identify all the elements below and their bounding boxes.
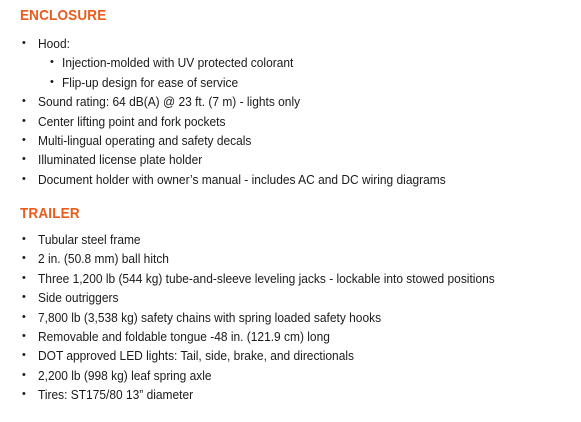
list-item-text: Injection-molded with UV protected colorant [62,55,294,71]
bullet-icon: • [22,310,26,323]
list-item-text: Illuminated license plate holder [38,152,203,168]
list-item-text: Multi-lingual operating and safety decals [38,132,252,148]
bullet-icon: • [22,233,26,245]
list-item-text: 2,200 lb (998 kg) leaf spring axle [38,367,212,383]
bullet-icon: • [22,37,26,49]
bullet-icon: • [50,56,54,69]
list-item [0,150,581,169]
list-item-text: Three 1,200 lb (544 kg) tube-and-sleeve leveling jacks - lockable into stowed positions [38,270,495,286]
list-item-text: Hood: [38,36,70,51]
bullet-icon: • [22,133,26,146]
bullet-icon: • [22,114,26,127]
list-item [0,327,581,346]
list-item-text: Document holder with owner’s manual - includes AC and DC wiring diagrams [38,171,446,187]
list-item-text: Removable and foldable tongue -48 in. (121.9 cm) long [38,328,330,344]
list-item-text: Flip-up design for ease of service [62,74,239,90]
enclosure-list [0,34,581,189]
list-item-text: Tires: ST175/80 13” diameter [38,387,194,403]
list-item [0,170,581,189]
trailer-list [0,230,581,405]
list-item [0,308,581,327]
list-item-text: DOT approved LED lights: Tail, side, brake, and directionals [38,348,355,364]
list-item [0,288,581,307]
bullet-icon: • [22,329,26,342]
bullet-icon: • [22,368,26,381]
list-item [0,366,581,385]
list-item [0,385,581,404]
list-item [0,92,581,111]
bullet-icon: • [22,252,26,265]
enclosure-heading: ENCLOSURE [20,7,107,24]
list-item [0,34,581,53]
bullet-icon: • [22,172,26,185]
list-item [0,269,581,288]
list-item-text: Center lifting point and fork pockets [38,113,226,129]
list-item [0,112,581,131]
list-item-text: 2 in. (50.8 mm) ball hitch [38,251,169,267]
list-item-text: 7,800 lb (3,538 kg) safety chains with spring loaded safety hooks [38,309,382,325]
list-item [0,73,581,92]
bullet-icon: • [50,75,54,88]
bullet-icon: • [22,388,26,401]
list-item-text: Tubular steel frame [38,232,141,247]
bullet-icon: • [22,349,26,362]
list-item-text: Side outriggers [38,290,119,306]
list-item [0,230,581,249]
list-item [0,53,581,72]
list-item-text: Sound rating: 64 dB(A) @ 23 ft. (7 m) - lights only [38,94,301,110]
trailer-heading: TRAILER [20,205,80,222]
bullet-icon: • [22,95,26,108]
bullet-icon: • [22,153,26,166]
list-item [0,346,581,365]
list-item [0,249,581,268]
bullet-icon: • [22,271,26,284]
bullet-icon: • [22,291,26,304]
list-item [0,131,581,150]
